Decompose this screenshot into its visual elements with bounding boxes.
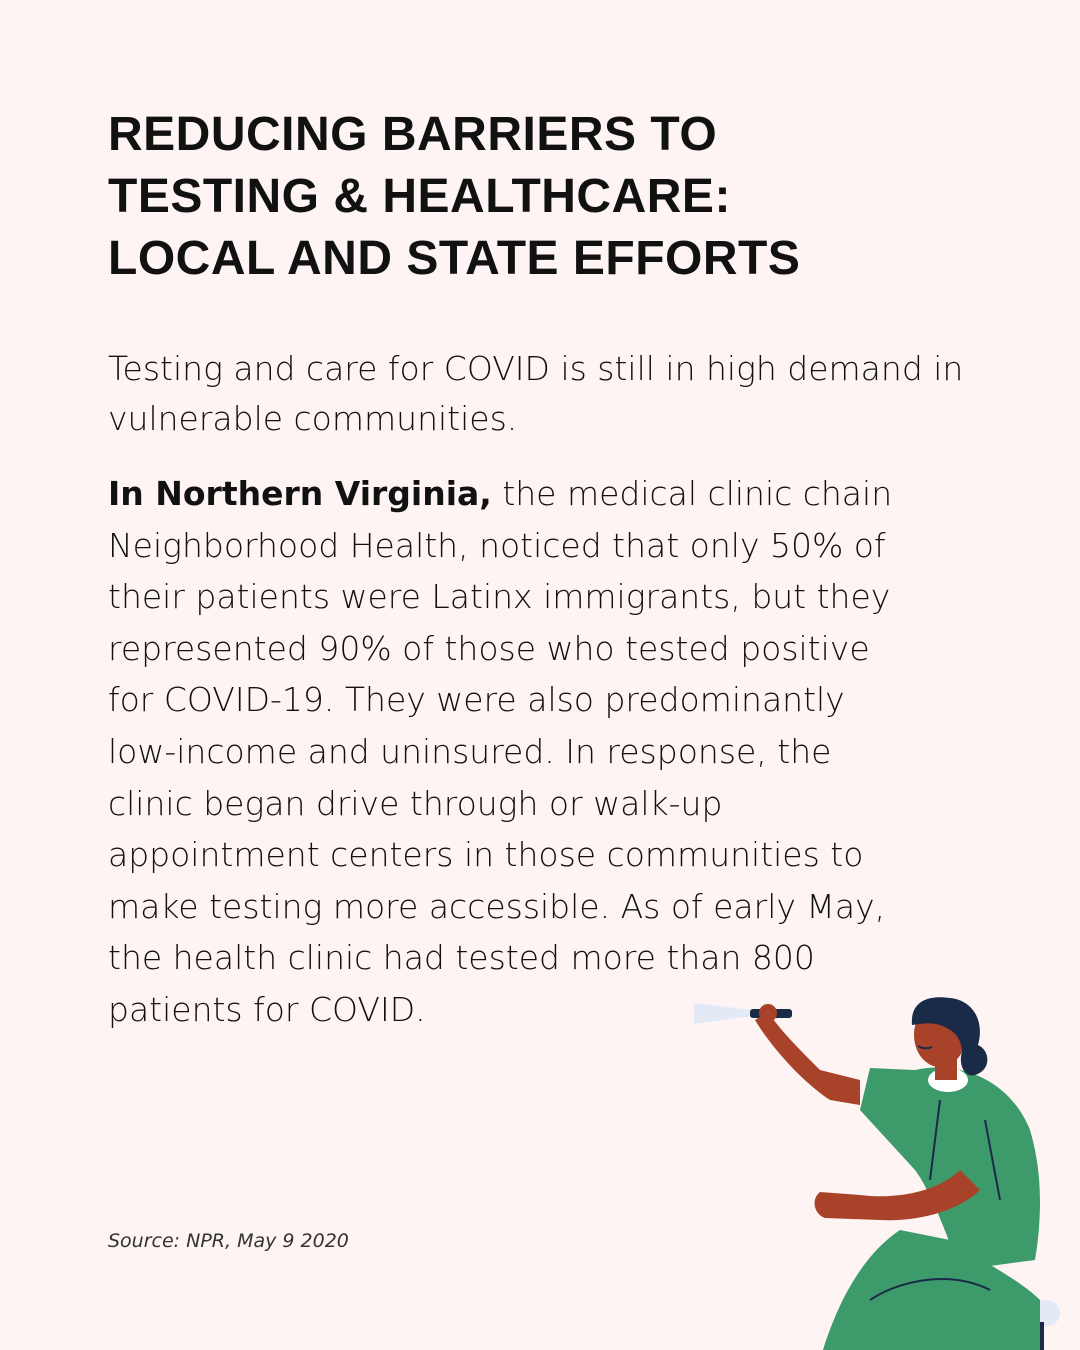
title-line-3: LOCAL AND STATE EFFORTS [108, 232, 801, 285]
body-line: for COVID-19. They were also predominantly [108, 680, 845, 720]
body-line: Neighborhood Health, noticed that only 50% of [108, 525, 886, 565]
nurse-illustration [690, 930, 1080, 1350]
bold-lead: In Northern Virginia, [108, 474, 492, 513]
body-line-1 [108, 468, 988, 520]
body-line: the health clinic had tested more than 800 [108, 938, 815, 978]
intro-line-2: vulnerable communities. [108, 399, 518, 438]
body-line: patients for COVID. [108, 989, 426, 1029]
body-line: low-income and uninsured. In response, the [108, 731, 832, 771]
body-line: represented 90% of those who tested positive [108, 628, 870, 668]
body-line: clinic began drive through or walk-up [108, 783, 723, 823]
page-title [108, 104, 1008, 290]
title-line-1: REDUCING BARRIERS TO [108, 108, 718, 161]
source-note: Source: NPR, May 9 2020 [108, 1230, 349, 1252]
body-line-1-rest: the medical clinic chain [491, 474, 893, 513]
title-line-2: TESTING & HEALTHCARE: [108, 170, 731, 223]
flashlight-beam [694, 1003, 752, 1024]
intro-paragraph [108, 344, 988, 444]
nurse-arm-raised [755, 1012, 860, 1105]
nurse-torso [860, 1068, 1040, 1271]
body-line: appointment centers in those communities to [108, 835, 864, 875]
body-line: their patients were Latinx immigrants, but they [108, 577, 891, 617]
intro-line-1: Testing and care for COVID is still in high demand in [108, 349, 964, 388]
body-line: make testing more accessible. As of early May, [108, 886, 886, 926]
